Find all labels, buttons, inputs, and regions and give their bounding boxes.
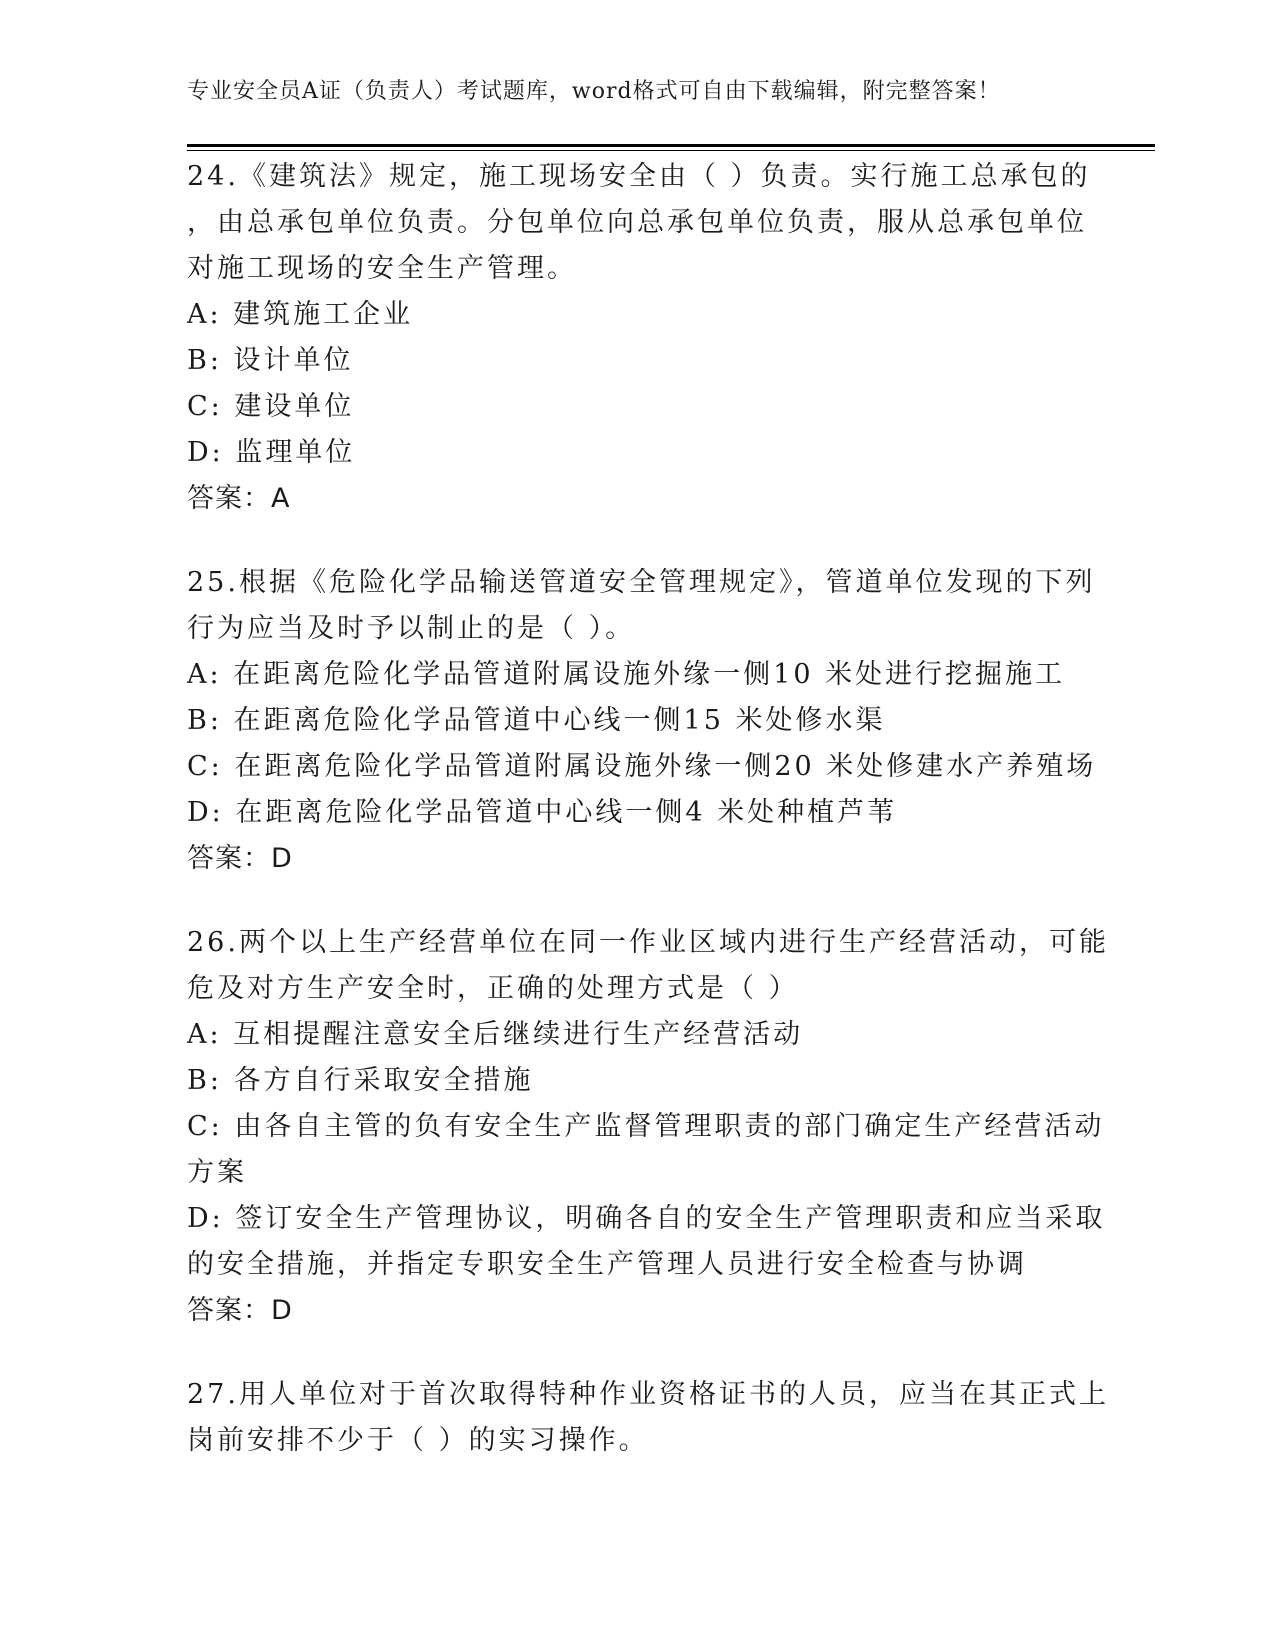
option-d: D: 在距离危险化学品管道中心线一侧4 米处种植芦苇 [187, 797, 898, 828]
question-stem-line: 27.用人单位对于首次取得特种作业资格证书的人员，应当在其正式上 [187, 1379, 1109, 1410]
question-stem-line: 24.《建筑法》规定，施工现场安全由（ ）负责。实行施工总承包的 [187, 161, 1091, 192]
header-rule-thin [187, 150, 1155, 151]
option-a: A: 建筑施工企业 [187, 299, 414, 330]
answer-line: 答案：D [187, 1295, 293, 1326]
question-stem-line: 对施工现场的安全生产管理。 [187, 253, 577, 284]
option-d-continued: 的安全措施，并指定专职安全生产管理人员进行安全检查与协调 [187, 1249, 1027, 1280]
question-stem-line: 岗前安排不少于（ ）的实习操作。 [187, 1425, 649, 1456]
option-a: A: 在距离危险化学品管道附属设施外缘一侧10 米处进行挖掘施工 [187, 659, 1066, 690]
question-stem-line: 行为应当及时予以制止的是（ ）。 [187, 613, 636, 644]
option-c-continued: 方案 [187, 1157, 247, 1188]
question-27 [187, 1372, 1109, 1464]
question-26 [187, 920, 1109, 1334]
option-c: C: 建设单位 [187, 391, 355, 422]
option-c: C: 在距离危险化学品管道附属设施外缘一侧20 米处修建水产养殖场 [187, 751, 1097, 782]
question-stem-line: 危及对方生产安全时，正确的处理方式是（ ） [187, 973, 799, 1004]
option-d: D: 签订安全生产管理协议，明确各自的安全生产管理职责和应当采取 [187, 1203, 1106, 1234]
answer-line: 答案：A [187, 483, 291, 514]
question-24 [187, 154, 1091, 522]
answer-line: 答案：D [187, 843, 293, 874]
option-b: B: 在距离危险化学品管道中心线一侧15 米处修水渠 [187, 705, 886, 736]
option-b: B: 各方自行采取安全措施 [187, 1065, 534, 1096]
option-a: A: 互相提醒注意安全后继续进行生产经营活动 [187, 1019, 804, 1050]
question-stem-line: ，由总承包单位负责。分包单位向总承包单位负责，服从总承包单位 [187, 207, 1087, 238]
page-header: 专业安全员A证（负责人）考试题库，word格式可自由下载编辑，附完整答案！ [187, 79, 1001, 104]
option-d: D: 监理单位 [187, 437, 356, 468]
header-rule-thick [187, 144, 1155, 147]
question-stem-line: 25.根据《危险化学品输送管道安全管理规定》，管道单位发现的下列 [187, 567, 1096, 598]
question-stem-line: 26.两个以上生产经营单位在同一作业区域内进行生产经营活动，可能 [187, 927, 1109, 958]
option-c: C: 由各自主管的负有安全生产监督管理职责的部门确定生产经营活动 [187, 1111, 1105, 1142]
question-list [187, 154, 1109, 1502]
question-25 [187, 560, 1097, 882]
option-b: B: 设计单位 [187, 345, 354, 376]
